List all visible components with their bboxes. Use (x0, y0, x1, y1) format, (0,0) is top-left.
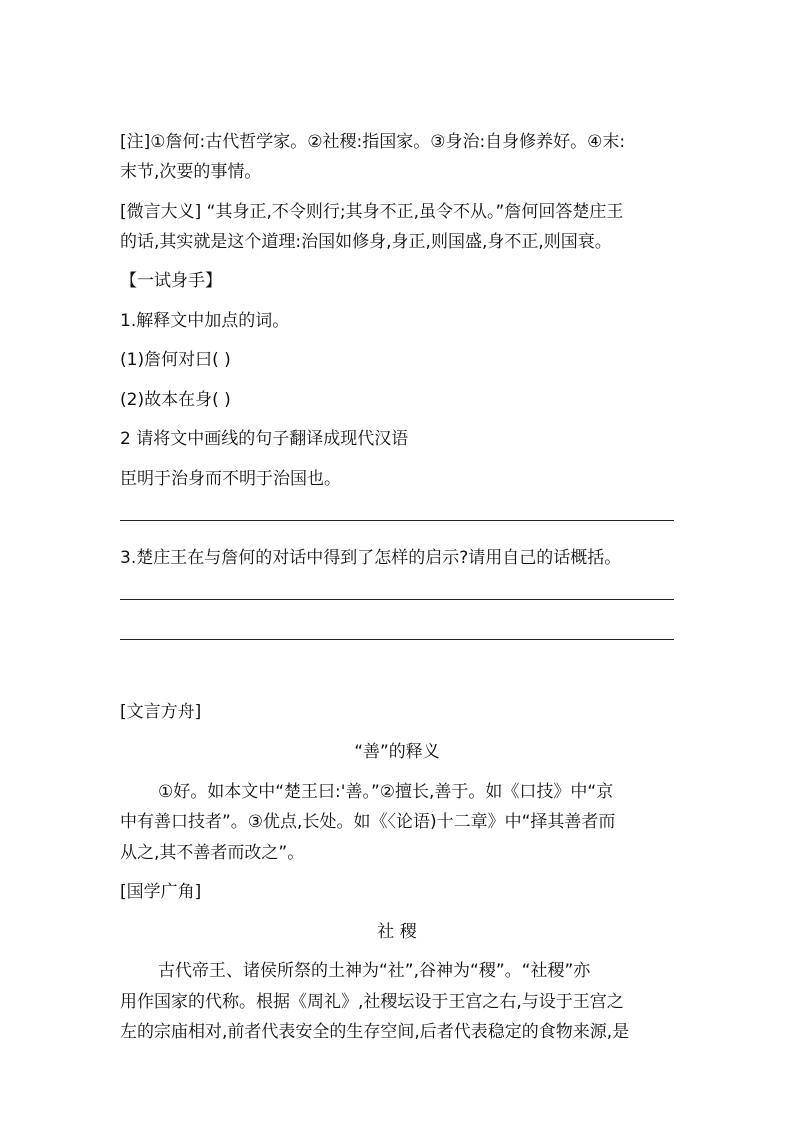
culture-line-2: 用作国家的代称。根据《周礼》,社稷坛设于王宫之右,与设于王宫之 (120, 992, 624, 1012)
exercise-heading: 【一试身手】 (120, 271, 222, 291)
answer-line-q3-2 (120, 639, 674, 640)
notes-line-2: 末节,次要的事情。 (120, 162, 262, 182)
insight-line-2: 的话,其实就是这个道理:治国如修身,身正,则国盛,身不正,则国衰。 (120, 232, 612, 252)
insight-line-1: [微言大义] “其身正,不令则行;其身不正,虽令不从。”詹何回答楚庄王 (120, 202, 624, 222)
classical-section-label: [文言方舟] (120, 702, 202, 722)
answer-line-q2 (120, 520, 674, 521)
notes-line-1: [注]①詹何:古代哲学家。②社稷:指国家。③身治:自身修养好。④末: (120, 132, 626, 152)
question-1-item-1: (1)詹何对曰( ) (120, 350, 231, 370)
culture-title: 社 稷 (377, 922, 417, 942)
classical-line-2: 中有善口技者”。③优点,长处。如《〈论语)十二章》中“择其善者而 (120, 812, 616, 832)
classical-line-1: ①好。如本文中“楚王曰:'善。”②擅长,善于。如《口技》中“京 (158, 782, 614, 802)
culture-line-3: 左的宗庙相对,前者代表安全的生存空间,后者代表稳定的食物来源,是 (120, 1022, 630, 1042)
classical-title: “善”的释义 (354, 742, 440, 762)
question-1: 1.解释文中加点的词。 (120, 311, 290, 331)
question-2: 2 请将文中画线的句子翻译成现代汉语 (120, 429, 409, 449)
culture-section-label: [国学广角] (120, 882, 202, 902)
classical-line-3: 从之,其不善者而改之”。 (120, 843, 305, 863)
question-1-item-2: (2)故本在身( ) (120, 390, 231, 410)
question-2-sentence: 臣明于治身而不明于治国也。 (120, 469, 341, 489)
answer-line-q3-1 (120, 599, 674, 600)
question-3: 3.楚庄王在与詹何的对话中得到了怎样的启示?请用自己的话概括。 (120, 548, 622, 568)
culture-line-1: 古代帝王、诸侯所祭的土神为“社”,谷神为“稷”。“社稷”亦 (158, 961, 591, 981)
